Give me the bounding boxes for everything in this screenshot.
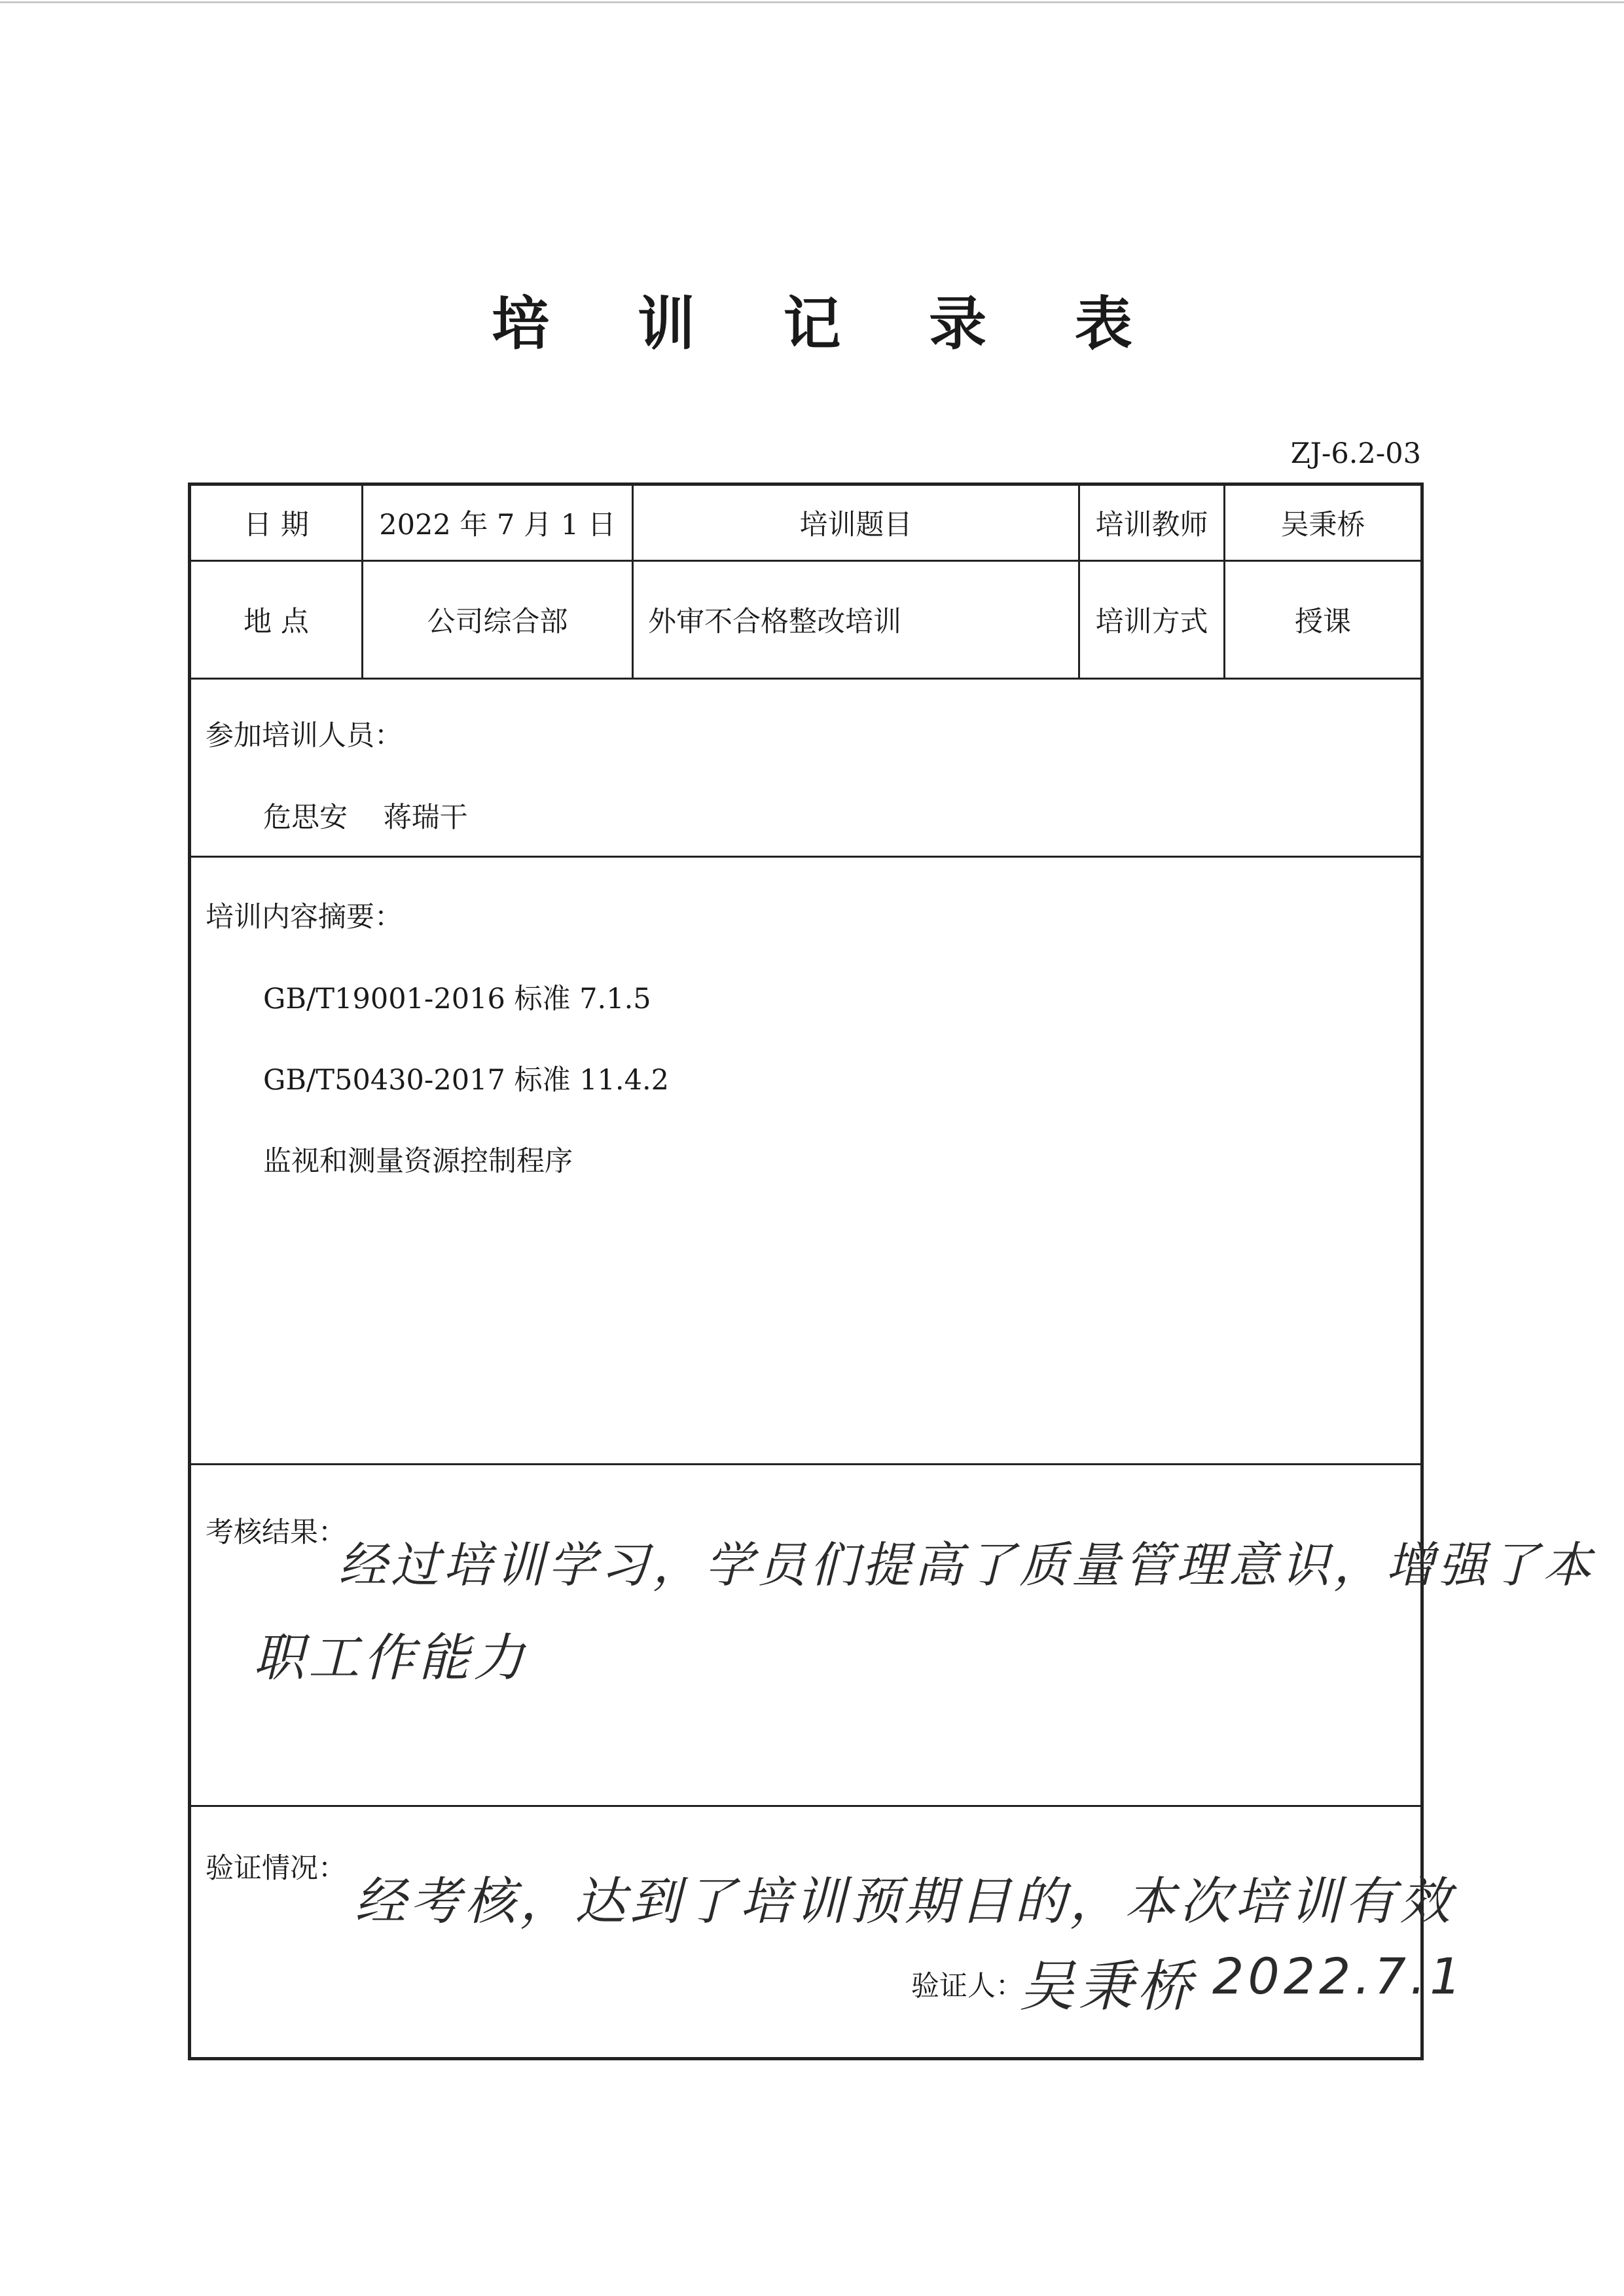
content-item: 监视和测量资源控制程序 — [263, 1145, 573, 1178]
method-value: 授课 — [1295, 606, 1351, 638]
row-divider-5 — [191, 1805, 1420, 1807]
assessment-handwriting-line2: 职工作能力 — [253, 1629, 529, 1688]
verifier-signature: 吴秉桥 — [1019, 1954, 1197, 2018]
verification-handwriting: 经考核，达到了培训预期目的，本次培训有效 — [355, 1872, 1455, 1931]
form-code: ZJ-6.2-03 — [1290, 437, 1421, 470]
row-divider-3 — [191, 856, 1420, 858]
teacher-value: 吴秉桥 — [1280, 509, 1365, 541]
verification-label: 验证情况： — [206, 1852, 346, 1885]
scan-edge-line — [0, 1, 1624, 3]
topic-value: 外审不合格整改培训 — [648, 606, 901, 638]
participants-label: 参加培训人员： — [206, 720, 403, 752]
assessment-label: 考核结果： — [206, 1516, 346, 1549]
method-label: 培训方式 — [1095, 606, 1208, 638]
row-divider-4 — [191, 1463, 1420, 1465]
assessment-handwriting-line1: 经过培训学习，学员们提高了质量管理意识，增强了本 — [338, 1537, 1595, 1594]
verifier-date: 2022.7.1 — [1212, 1947, 1466, 2005]
place-value: 公司综合部 — [427, 606, 568, 638]
page-title: 培 训 记 录 表 — [492, 290, 1166, 357]
verifier-label: 验证人： — [911, 1970, 1024, 2003]
content-item: GB/T50430-2017 标准 11.4.2 — [263, 1064, 669, 1097]
content-item: GB/T19001-2016 标准 7.1.5 — [263, 983, 651, 1015]
topic-label: 培训题目 — [799, 509, 912, 541]
training-record-form — [188, 483, 1595, 2060]
row-divider-2 — [191, 678, 1420, 680]
date-label: 日 期 — [244, 509, 309, 541]
teacher-label: 培训教师 — [1095, 509, 1208, 541]
place-label: 地 点 — [244, 606, 309, 638]
date-value: 2022 年 7 月 1 日 — [379, 509, 616, 541]
participants-names: 危思安 蒋瑞干 — [263, 801, 468, 834]
content-label: 培训内容摘要： — [206, 901, 403, 934]
